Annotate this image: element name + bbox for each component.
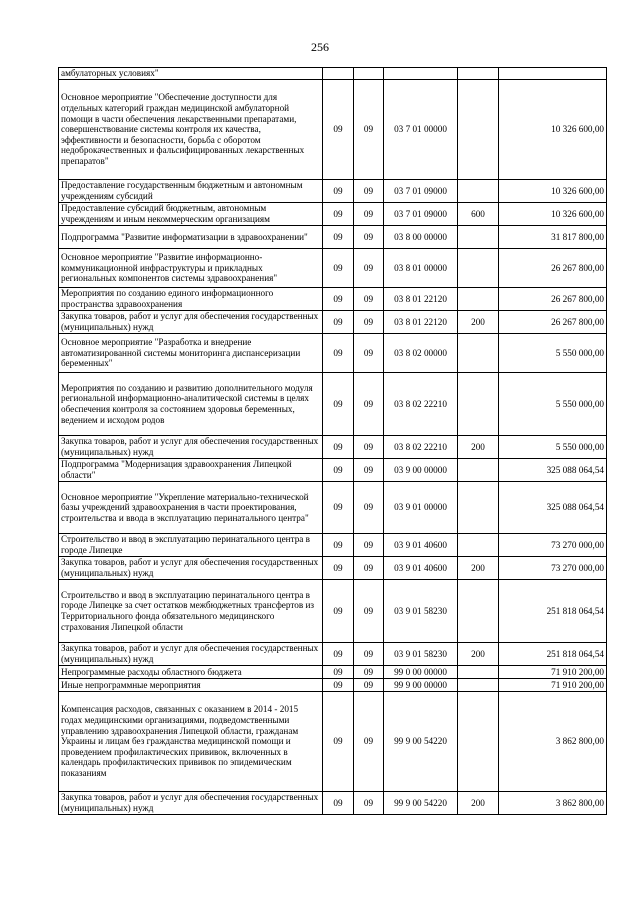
target-article-cell: 03 8 01 22120 — [384, 288, 458, 311]
target-article-cell: 03 8 01 22120 — [384, 311, 458, 334]
section-code-cell: 09 — [323, 180, 354, 203]
section-code-cell: 09 — [323, 311, 354, 334]
target-article-cell: 99 9 00 54220 — [384, 692, 458, 792]
subsection-code-cell: 09 — [354, 180, 384, 203]
target-article-cell: 03 8 01 00000 — [384, 249, 458, 288]
target-article-cell — [384, 68, 458, 80]
target-article-cell: 99 9 00 54220 — [384, 792, 458, 815]
budget-table-body — [59, 68, 607, 815]
section-code-cell: 09 — [323, 203, 354, 226]
amount-cell: 10 326 600,00 — [499, 180, 607, 203]
expense-type-cell — [458, 679, 499, 692]
table-row — [59, 436, 607, 459]
table-row — [59, 692, 607, 792]
target-article-cell: 99 9 00 00000 — [384, 679, 458, 692]
amount-cell: 10 326 600,00 — [499, 203, 607, 226]
subsection-code-cell: 09 — [354, 249, 384, 288]
subsection-code-cell: 09 — [354, 482, 384, 534]
target-article-cell: 03 9 01 40600 — [384, 557, 458, 580]
expense-name-cell: Мероприятия по созданию единого информационного пространства здравоохранения — [59, 288, 323, 311]
subsection-code-cell: 09 — [354, 534, 384, 557]
table-row — [59, 580, 607, 643]
expense-name-cell: Основное мероприятие "Разработка и внедрение автоматизированной системы мониторинга диспансеризации беременных" — [59, 334, 323, 373]
subsection-code-cell: 09 — [354, 557, 384, 580]
subsection-code-cell — [354, 68, 384, 80]
amount-cell: 5 550 000,00 — [499, 436, 607, 459]
subsection-code-cell: 09 — [354, 643, 384, 666]
expense-type-cell: 600 — [458, 203, 499, 226]
section-code-cell: 09 — [323, 692, 354, 792]
amount-cell: 10 326 600,00 — [499, 80, 607, 180]
amount-cell: 5 550 000,00 — [499, 334, 607, 373]
expense-type-cell — [458, 692, 499, 792]
amount-cell — [499, 68, 607, 80]
section-code-cell: 09 — [323, 334, 354, 373]
section-code-cell: 09 — [323, 643, 354, 666]
amount-cell: 71 910 200,00 — [499, 679, 607, 692]
subsection-code-cell: 09 — [354, 459, 384, 482]
subsection-code-cell: 09 — [354, 692, 384, 792]
table-row — [59, 80, 607, 180]
section-code-cell: 09 — [323, 459, 354, 482]
table-row — [59, 557, 607, 580]
expense-name-cell: Подпрограмма "Развитие информатизации в здравоохранении" — [59, 226, 323, 249]
target-article-cell: 03 9 01 58230 — [384, 643, 458, 666]
expense-name-cell: Подпрограмма "Модернизация здравоохранения Липецкой области" — [59, 459, 323, 482]
table-row — [59, 679, 607, 692]
amount-cell: 71 910 200,00 — [499, 666, 607, 679]
expense-type-cell — [458, 180, 499, 203]
amount-cell: 325 088 064,54 — [499, 459, 607, 482]
expense-type-cell — [458, 459, 499, 482]
expense-type-cell — [458, 288, 499, 311]
expense-name-cell: Непрограммные расходы областного бюджета — [59, 666, 323, 679]
section-code-cell: 09 — [323, 288, 354, 311]
amount-cell: 26 267 800,00 — [499, 311, 607, 334]
subsection-code-cell: 09 — [354, 666, 384, 679]
subsection-code-cell: 09 — [354, 288, 384, 311]
subsection-code-cell: 09 — [354, 334, 384, 373]
amount-cell: 325 088 064,54 — [499, 482, 607, 534]
table-row — [59, 534, 607, 557]
subsection-code-cell: 09 — [354, 203, 384, 226]
target-article-cell: 03 8 00 00000 — [384, 226, 458, 249]
table-row — [59, 334, 607, 373]
section-code-cell: 09 — [323, 436, 354, 459]
expense-name-cell: Основное мероприятие "Обеспечение доступности для отдельных категорий граждан медицинской амбулаторной помощи в части обеспечения лекарственными препаратами, совершенствование системы контроля их качества, эффективности и безопасности, борьба с оборотом недоброкачественных и фальсифицированных лекарственных препаратов" — [59, 80, 323, 180]
expense-name-cell: Основное мероприятие "Развитие информационно-коммуникационной инфраструктуры и прикладных региональных компонентов системы здравоохранения" — [59, 249, 323, 288]
section-code-cell: 09 — [323, 482, 354, 534]
expense-name-cell: Предоставление субсидий бюджетным, автономным учреждениям и иным некоммерческим организациям — [59, 203, 323, 226]
section-code-cell: 09 — [323, 226, 354, 249]
subsection-code-cell: 09 — [354, 436, 384, 459]
table-row — [59, 666, 607, 679]
expense-name-cell: Иные непрограммные мероприятия — [59, 679, 323, 692]
section-code-cell: 09 — [323, 792, 354, 815]
expense-name-cell: Компенсация расходов, связанных с оказанием в 2014 - 2015 годах медицинскими организациями, подведомственными управлению здравоохранения Липецкой области, гражданам Украины и лицам без гражданства медицинской помощи и проведением профилактических прививок, включенных в календарь профилактических прививок по эпидемическим показаниям — [59, 692, 323, 792]
target-article-cell: 03 7 01 09000 — [384, 203, 458, 226]
table-row — [59, 459, 607, 482]
subsection-code-cell: 09 — [354, 226, 384, 249]
expense-type-cell — [458, 580, 499, 643]
section-code-cell: 09 — [323, 80, 354, 180]
expense-type-cell — [458, 334, 499, 373]
target-article-cell: 03 7 01 09000 — [384, 180, 458, 203]
subsection-code-cell: 09 — [354, 373, 384, 436]
amount-cell: 31 817 800,00 — [499, 226, 607, 249]
amount-cell: 5 550 000,00 — [499, 373, 607, 436]
target-article-cell: 03 8 02 22210 — [384, 373, 458, 436]
target-article-cell: 03 8 02 00000 — [384, 334, 458, 373]
amount-cell: 73 270 000,00 — [499, 534, 607, 557]
expense-type-cell — [458, 373, 499, 436]
table-row — [59, 249, 607, 288]
page-number: 256 — [311, 40, 329, 54]
section-code-cell: 09 — [323, 557, 354, 580]
expense-type-cell: 200 — [458, 643, 499, 666]
expense-type-cell — [458, 249, 499, 288]
section-code-cell: 09 — [323, 534, 354, 557]
amount-cell: 3 862 800,00 — [499, 792, 607, 815]
expense-name-cell: Основное мероприятие "Укрепление материально-технической базы учреждений здравоохранения в части проектирования, строительства и ввода в эксплуатацию перинатального центра" — [59, 482, 323, 534]
expense-name-cell: Строительство и ввод в эксплуатацию перинатального центра в городе Липецке за счет остатков межбюджетных трансфертов из Территориального фонда обязательного медицинского страхования Липецкой области — [59, 580, 323, 643]
expense-name-cell: Предоставление государственным бюджетным и автономным учреждениям субсидий — [59, 180, 323, 203]
expense-type-cell — [458, 482, 499, 534]
subsection-code-cell: 09 — [354, 792, 384, 815]
amount-cell: 26 267 800,00 — [499, 249, 607, 288]
section-code-cell: 09 — [323, 249, 354, 288]
expense-type-cell — [458, 534, 499, 557]
target-article-cell: 03 9 01 00000 — [384, 482, 458, 534]
table-row — [59, 226, 607, 249]
section-code-cell: 09 — [323, 580, 354, 643]
table-row — [59, 373, 607, 436]
expense-name-cell: Закупка товаров, работ и услуг для обеспечения государственных (муниципальных) нужд — [59, 792, 323, 815]
subsection-code-cell: 09 — [354, 580, 384, 643]
budget-table — [58, 67, 607, 815]
expense-name-cell: Мероприятия по созданию и развитию дополнительного модуля региональной информационно-аналитической системы в целях обеспечения контроля за состоянием здоровья беременных, ведением и исходом родов — [59, 373, 323, 436]
amount-cell: 251 818 064,54 — [499, 643, 607, 666]
expense-name-cell: амбулаторных условиях" — [59, 68, 323, 80]
target-article-cell: 03 8 02 22210 — [384, 436, 458, 459]
expense-type-cell: 200 — [458, 792, 499, 815]
table-row — [59, 482, 607, 534]
expense-type-cell: 200 — [458, 436, 499, 459]
amount-cell: 26 267 800,00 — [499, 288, 607, 311]
expense-type-cell — [458, 80, 499, 180]
subsection-code-cell: 09 — [354, 311, 384, 334]
amount-cell: 3 862 800,00 — [499, 692, 607, 792]
target-article-cell: 99 0 00 00000 — [384, 666, 458, 679]
expense-name-cell: Строительство и ввод в эксплуатацию перинатального центра в городе Липецке — [59, 534, 323, 557]
expense-name-cell: Закупка товаров, работ и услуг для обеспечения государственных (муниципальных) нужд — [59, 643, 323, 666]
table-row — [59, 792, 607, 815]
table-row — [59, 68, 607, 80]
amount-cell: 73 270 000,00 — [499, 557, 607, 580]
expense-name-cell: Закупка товаров, работ и услуг для обеспечения государственных (муниципальных) нужд — [59, 311, 323, 334]
subsection-code-cell: 09 — [354, 80, 384, 180]
table-row — [59, 643, 607, 666]
section-code-cell: 09 — [323, 373, 354, 436]
table-row — [59, 288, 607, 311]
target-article-cell: 03 9 01 58230 — [384, 580, 458, 643]
subsection-code-cell: 09 — [354, 679, 384, 692]
target-article-cell: 03 7 01 00000 — [384, 80, 458, 180]
target-article-cell: 03 9 01 40600 — [384, 534, 458, 557]
table-row — [59, 180, 607, 203]
section-code-cell — [323, 68, 354, 80]
expense-type-cell — [458, 666, 499, 679]
section-code-cell: 09 — [323, 679, 354, 692]
expense-type-cell: 200 — [458, 557, 499, 580]
expense-type-cell: 200 — [458, 311, 499, 334]
table-row — [59, 203, 607, 226]
expense-name-cell: Закупка товаров, работ и услуг для обеспечения государственных (муниципальных) нужд — [59, 557, 323, 580]
target-article-cell: 03 9 00 00000 — [384, 459, 458, 482]
expense-name-cell: Закупка товаров, работ и услуг для обеспечения государственных (муниципальных) нужд — [59, 436, 323, 459]
expense-type-cell — [458, 226, 499, 249]
expense-type-cell — [458, 68, 499, 80]
section-code-cell: 09 — [323, 666, 354, 679]
amount-cell: 251 818 064,54 — [499, 580, 607, 643]
table-row — [59, 311, 607, 334]
